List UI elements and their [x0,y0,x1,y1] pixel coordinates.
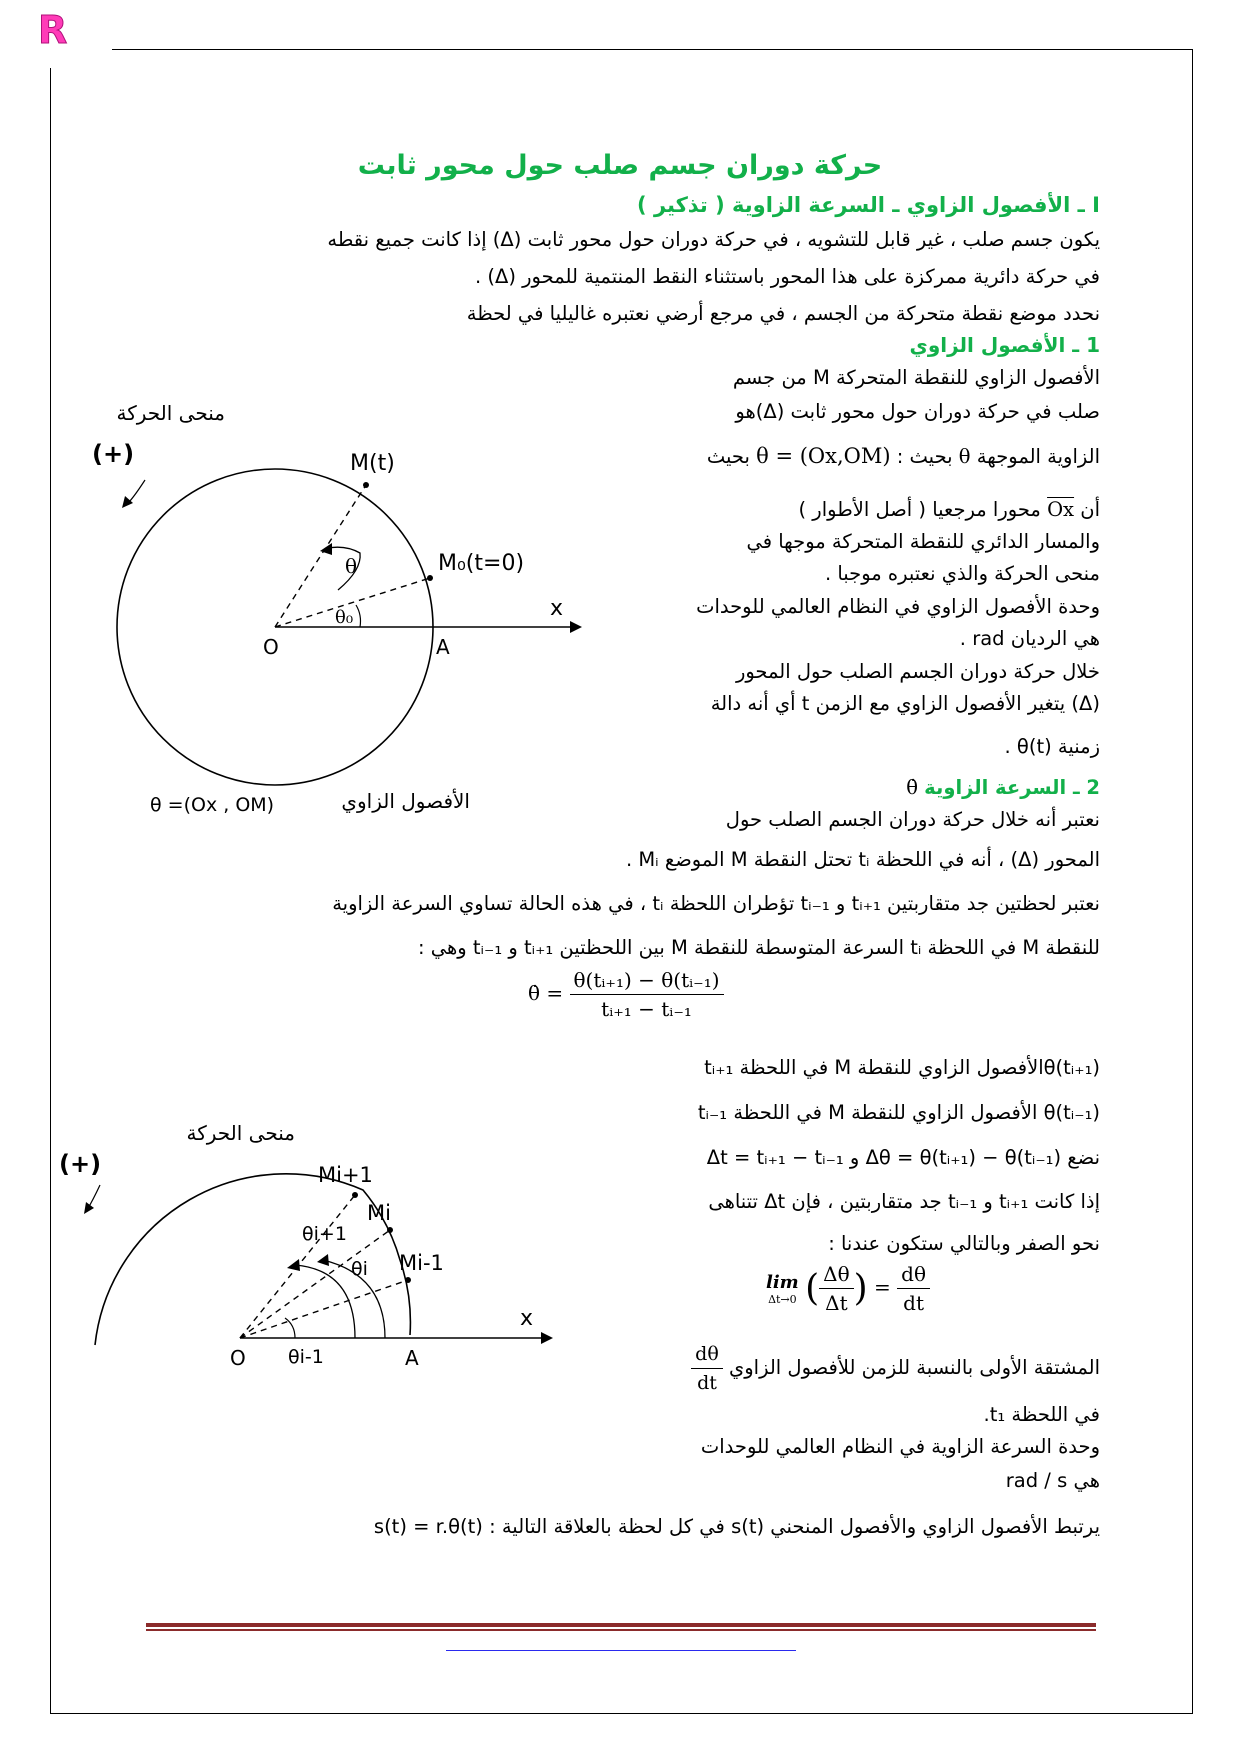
x-axis-arrow [541,1332,553,1344]
label-mi: Mi [367,1201,391,1225]
ox-vector: $\overline{Ox}$ [1047,498,1075,521]
text-line: زمنية θ(t) . [1004,735,1100,758]
label-a: A [405,1346,419,1370]
average-speed-formula [528,968,724,1021]
text-line [691,1342,1100,1395]
angle-equation: θ = (Ox,OM) [756,444,891,468]
text-line: صلب في حركة دوران حول محور ثابت (Δ)هو [735,400,1100,423]
frame-top-border [112,49,1192,50]
theta0-arc [356,605,361,627]
label-mi1: Mi+1 [318,1163,373,1187]
label-theta0: θ₀ [335,607,354,628]
frame-right-border [1192,49,1193,1714]
theta-im1-arc [285,1318,295,1338]
radius-mim1 [240,1280,408,1338]
text-line: منحى الحركة والذي نعتبره موجبا . [824,562,1100,585]
text-line: وحدة الأفصول الزاوي في النظام العالمي للوحدات [696,595,1100,618]
denominator: dt [903,1291,924,1315]
numerator: θ(tᵢ₊₁) − θ(tᵢ₋₁) [570,968,724,995]
point-m0 [427,575,433,581]
text-line: نعتبر أنه خلال حركة دوران الجسم الصلب حول [725,808,1100,831]
text-line: هي rad / s [1005,1469,1100,1492]
text-line: خلال حركة دوران الجسم الصلب حول المحور [735,660,1100,683]
equals-sign: = [874,1275,891,1299]
frame-left-border [50,68,51,1714]
label-m0: M₀(t=0) [438,551,525,576]
numerator: dθ [691,1342,723,1369]
footer-rule [146,1629,1096,1631]
paragraph: نحدد موضع نقطة متحركة من الجسم ، في مرجع أرضي نعتبره غاليليا في لحظة [466,302,1100,325]
text-line: نعتبر لحظتين جد متقاربتين tᵢ₊₁ و tᵢ₋₁ تؤطران اللحظة tᵢ ، في هذه الحالة تساوي السرعة الزاوية [332,892,1100,915]
text-line: نحو الصفر وبالتالي ستكون عندنا : [828,1232,1100,1255]
numerator: dθ [897,1262,930,1289]
theta-symbol: θ [958,445,971,468]
text-line: والمسار الدائري للنقطة المتحركة موجها في [746,530,1100,553]
text-line: للنقطة M في اللحظة tᵢ السرعة المتوسطة للنقطة M بين اللحظتين tᵢ₊₁ و tᵢ₋₁ وهي : [417,936,1100,959]
denominator: tᵢ₊₁ − tᵢ₋₁ [601,997,692,1021]
text-line: θ(tᵢ₊₁)الأفصول الزاوي للنقطة M في اللحظة tᵢ₊₁ [704,1056,1100,1079]
label-a: A [436,635,450,659]
fraction [570,968,724,1021]
formula-lhs: θ̇ = [528,981,564,1005]
point-mim1 [405,1277,411,1283]
paragraph: في حركة دائرية ممركزة على هذا المحور باستثناء النقط المنتمية للمحور (Δ) . [474,265,1100,288]
subsection-heading: 2 ـ السرعة الزاوية [924,776,1100,799]
denominator: Δt [825,1291,848,1315]
text-fragment: محورا مرجعيا ( أصل الأطوار ) [798,498,1041,521]
text-line: وحدة السرعة الزاوية في النظام العالمي للوحدات [700,1435,1100,1458]
label-theta-i1: θi+1 [302,1223,347,1245]
label-x: x [550,596,564,621]
label-o: O [230,1346,246,1370]
text-fragment: بحيث : [896,445,953,468]
text-fragment: المشتقة الأولى بالنسبة للزمن للأفصول الزاوي [728,1356,1100,1379]
text-line: θ(tᵢ₋₁) الأفصول الزاوي للنقطة M في اللحظة tᵢ₋₁ [697,1101,1100,1124]
figure-angular-speed [55,1120,575,1370]
direction-label: منحى الحركة [186,1121,295,1145]
text-line [707,444,1100,469]
text-line: في اللحظة t₁. [983,1403,1100,1426]
text-line: هي الرديان rad . [959,627,1100,650]
label-mt: M(t) [350,451,395,476]
text-line: يرتبط الأفصول الزاوي والأفصول المنحني s(t) في كل لحظة بالعلاقة التالية : s(t) = r.θ(t) [373,1515,1100,1538]
subsection-heading-row [906,776,1100,800]
theta-dot-symbol: θ̇ [906,776,918,799]
text-fragment: أن [1080,498,1100,521]
x-axis-arrow [570,621,582,633]
text-line: (Δ) يتغير الأفصول الزاوي مع الزمن t أي أنه دالة [710,692,1100,715]
label-o: O [263,635,279,659]
text-line: الأفصول الزاوي للنقطة المتحركة M من جسم [732,366,1100,389]
text-fragment: بحيث [706,445,750,468]
label-x: x [520,1306,534,1331]
text-line: إذا كانت tᵢ₊₁ و tᵢ₋₁ جد متقاربتين ، فإن Δt تتناهى [708,1190,1100,1213]
caption-equation: θ =(Ox , OM) [150,794,275,816]
fraction [819,1262,853,1315]
paragraph: يكون جسم صلب ، غير قابل للتشويه ، في حركة دوران حول محور ثابت (Δ) إذا كانت جميع نقطه [327,228,1100,251]
text-fragment: الزاوية الموجهة [976,445,1100,468]
positive-sign: (+) [59,1150,102,1178]
label-theta: θ [345,554,358,578]
denominator: dt [697,1372,717,1394]
point-mi [387,1227,393,1233]
page-title: حركة دوران جسم صلب حول محور ثابت [357,150,883,181]
figure-angular-position [70,405,600,825]
caption-label: الأفصول الزاوي [341,789,470,813]
direction-label: منحى الحركة [116,405,225,425]
text-line: نضع Δθ = θ(tᵢ₊₁) − θ(tᵢ₋₁) و Δt = tᵢ₊₁ − tᵢ₋₁ [706,1146,1100,1169]
point-mi1 [352,1192,358,1198]
numerator: Δθ [819,1262,853,1289]
derivative-fraction [691,1342,723,1395]
label-theta-i: θi [351,1258,368,1280]
positive-sign: (+) [92,440,135,468]
subsection-heading: 1 ـ الأفصول الزاوي [909,333,1100,357]
footer-link-underline[interactable] [446,1650,796,1651]
footer-rule [146,1623,1096,1627]
text-line [799,498,1101,522]
point-m [363,482,369,488]
theta-arc-arrow [320,543,332,555]
direction-arrow-head [122,496,133,508]
label-theta-im1: θi-1 [288,1346,324,1368]
section-heading: I ـ الأفصول الزاوي ـ السرعة الزاوية ( تذكير ) [637,193,1100,217]
limit-formula: lim Δt→0 ( $\frac{\Delta\theta}{\Delta t}$ ) = $\frac{d\theta}{dt}$ [766,1262,930,1315]
text-line: المحور (Δ) ، أنه في اللحظة tᵢ تحتل النقطة M الموضع Mᵢ . [625,848,1100,871]
fraction [897,1262,930,1315]
frame-bottom-border [50,1713,1193,1714]
logo: R [38,8,68,52]
label-mim1: Mi-1 [399,1251,444,1275]
limit-operator: lim Δt→0 [766,1271,799,1306]
